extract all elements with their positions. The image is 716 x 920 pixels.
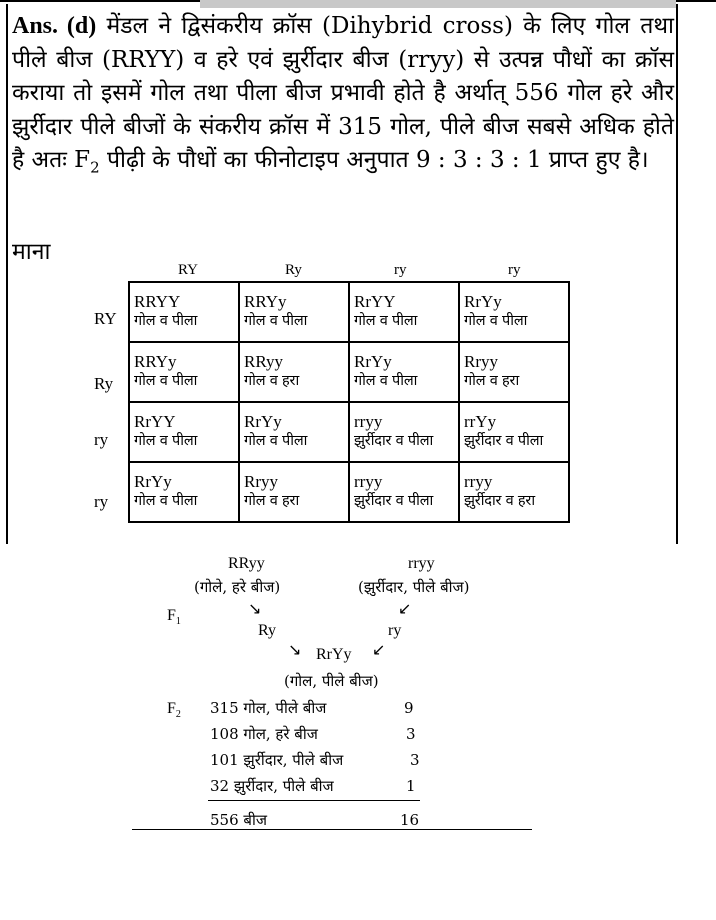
cell-phenotype: झुर्रीदार व पीला (464, 433, 544, 449)
result-row-2: 108 गोल, हरे बीज (210, 725, 318, 743)
cell-genotype: RrYy (464, 292, 502, 311)
punnett-row (129, 282, 569, 342)
cell-phenotype: गोल व पीला (354, 373, 418, 389)
cell-genotype: rryy (354, 412, 383, 431)
punnett-cell (349, 342, 459, 402)
punnett-cell (349, 282, 459, 342)
parent1-desc: (गोले, हरे बीज) (194, 578, 281, 596)
cell-genotype: RRYY (134, 292, 181, 311)
cell-genotype: rryy (464, 472, 493, 491)
mana-label: माना (12, 239, 51, 265)
f1-label: $F_1$ (167, 607, 181, 628)
punnett-row (129, 462, 569, 522)
arrow-converge-left-icon: ↙ (372, 640, 386, 659)
col-header-3: ry (394, 262, 407, 278)
cell-phenotype: गोल व पीला (464, 313, 528, 329)
cell-phenotype: झुर्रीदार व पीला (354, 493, 434, 509)
cell-genotype: RRyy (244, 352, 283, 371)
punnett-cell (129, 342, 239, 402)
cell-phenotype: गोल व हरा (244, 373, 300, 389)
gamete-2: ry (388, 622, 402, 639)
cell-phenotype: गोल व पीला (134, 373, 198, 389)
punnett-cell (349, 402, 459, 462)
arrow-down-left-icon: ↘ (248, 599, 262, 618)
cell-phenotype: गोल व पीला (244, 313, 308, 329)
cell-genotype: RrYY (134, 412, 176, 431)
row-header-2: Ry (94, 374, 114, 393)
cell-genotype: rrYy (464, 412, 497, 431)
punnett-cell (239, 282, 349, 342)
cell-genotype: rryy (354, 472, 383, 491)
cell-phenotype: गोल व पीला (354, 313, 418, 329)
punnett-cell (239, 462, 349, 522)
cell-phenotype: गोल व पीला (244, 433, 308, 449)
punnett-cell (129, 402, 239, 462)
row-header-3: ry (94, 430, 109, 449)
punnett-cell (349, 462, 459, 522)
cell-phenotype: गोल व पीला (134, 313, 198, 329)
col-header-1: RY (178, 262, 199, 278)
arrow-down-right-icon: ↙ (398, 599, 412, 618)
sum-divider (208, 800, 420, 801)
cell-phenotype: गोल व पीला (134, 493, 198, 509)
answer-text-after: पीढ़ी के पौधों का फीनोटाइप अनुपात 9 : 3 : 3 : 1 प्राप्त हुए है। (99, 147, 649, 173)
offspring-desc: (गोल, पीले बीज) (284, 672, 379, 690)
result-row-3: 101 झुर्रीदार, पीले बीज (210, 751, 344, 769)
row-header-4: ry (94, 492, 109, 511)
gamete-1: Ry (258, 622, 277, 639)
result-ratio-4: 1 (406, 777, 416, 795)
parent2-desc: (झुर्रीदार, पीले बीज) (358, 578, 470, 596)
punnett-cell (459, 462, 569, 522)
col-header-4: ry (508, 262, 521, 278)
cell-genotype: RrYy (134, 472, 172, 491)
arrow-converge-right-icon: ↘ (288, 640, 302, 659)
row-header-1: RY (94, 309, 117, 328)
answer-text: मेंडल ने द्विसंकरीय क्रॉस (Dihybrid cross) के लिए गोल तथा पीले बीज (RRYY) व हरे एवं झुर्रीदार बीज (rryy) से उत्पन्न पौधों का क्रॉस कराया तो इसमें गोल तथा पीला बीज प्रभावी होते है अर्थात् 556 गोल हरे और झुर्रीदार पीले बीजों के संकरीय क्रॉस में 315 गोल, पीले बीज सबसे अधिक होते है अतः F (12, 13, 674, 173)
cell-genotype: RrYy (244, 412, 282, 431)
result-row-1: 315 गोल, पीले बीज (210, 699, 327, 717)
result-ratio-1: 9 (404, 699, 414, 717)
header-bar (200, 0, 676, 8)
punnett-cell (459, 402, 569, 462)
cell-phenotype: झुर्रीदार व हरा (464, 493, 535, 509)
f2-label: $F_2$ (167, 700, 181, 721)
answer-paragraph (12, 10, 674, 185)
punnett-row (129, 402, 569, 462)
punnett-square (128, 281, 570, 523)
offspring-genotype: RrYy (316, 646, 352, 663)
answer-label: Ans. (d) (12, 13, 97, 39)
punnett-row (129, 342, 569, 402)
result-ratio-3: 3 (410, 751, 420, 769)
parent2-genotype: rryy (408, 555, 435, 572)
cell-genotype: RrYY (354, 292, 396, 311)
cell-phenotype: गोल व हरा (244, 493, 300, 509)
cell-genotype: RrYy (354, 352, 392, 371)
result-ratio-2: 3 (406, 725, 416, 743)
cell-phenotype: गोल व पीला (134, 433, 198, 449)
frame-left-border (6, 4, 8, 544)
punnett-cell (459, 342, 569, 402)
col-header-2: Ry (285, 262, 302, 278)
cell-genotype: RRYy (244, 292, 287, 311)
total-seeds: 556 बीज (210, 811, 267, 829)
cell-genotype: Rryy (464, 352, 498, 371)
punnett-cell (129, 462, 239, 522)
punnett-cell (239, 402, 349, 462)
cell-genotype: Rryy (244, 472, 278, 491)
punnett-cell (129, 282, 239, 342)
result-row-4: 32 झुर्रीदार, पीले बीज (210, 777, 334, 795)
punnett-cell (239, 342, 349, 402)
cell-genotype: RRYy (134, 352, 177, 371)
cell-phenotype: गोल व हरा (464, 373, 520, 389)
cell-phenotype: झुर्रीदार व पीला (354, 433, 434, 449)
punnett-cell (459, 282, 569, 342)
answer-subscript: 2 (90, 158, 100, 177)
frame-right-border (676, 4, 678, 544)
total-ratio: 16 (400, 811, 420, 829)
bottom-divider (132, 829, 532, 830)
parent1-genotype: RRyy (228, 555, 265, 572)
